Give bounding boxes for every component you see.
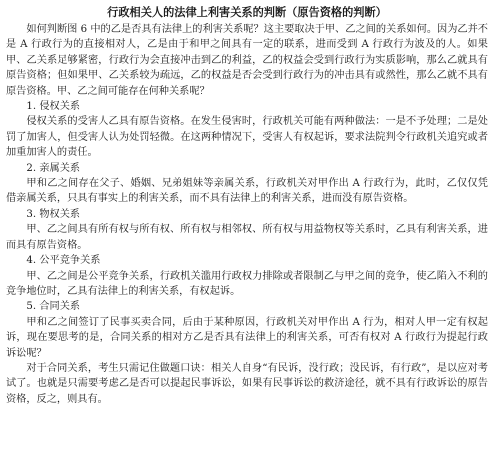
section-tort: [6, 99, 488, 161]
section-paragraph: 甲、乙之间具有所有权与所有权、所有权与相邻权、所有权与用益物权等关系时，乙具有利害关系，进而具有原告资格。: [6, 224, 488, 251]
section-contract: [6, 299, 488, 407]
section-paragraph: 侵权关系的受害人乙具有原告资格。在发生侵害时，行政机关可能有两种做法：一是不予处理；二是处罚了加害人，但受害人认为处罚轻微。在这两种情况下，受害人有权起诉，要求法院判令行政机关追究或者加重加害人的责任。: [6, 116, 488, 159]
section-paragraph: 对于合同关系，考生只需记住做题口诀：相关人自身“有民诉，没行政；没民诉，有行政”，是以应对考试了。也就是只需要考虑乙是否可以提起民事诉讼，如果有民事诉讼的救济途径，就不具有行政诉讼的原告资格，反之，则具有。: [6, 362, 488, 405]
section-competition: [6, 253, 488, 299]
section-kinship: [6, 161, 488, 207]
section-paragraph: 甲和乙之间存在父子、婚姻、兄弟姐妹等亲属关系，行政机关对甲作出 A 行政行为，此时，乙仅仅凭借亲属关系，只具有事实上的利害关系，而不具有法律上的利害关系，进而没有原告资格。: [6, 178, 488, 205]
section-heading: 3. 物权关系: [26, 208, 81, 220]
intro-paragraph: 如何判断图 6 中的乙是否具有法律上的利害关系呢？这主要取决于甲、乙之间的关系如何。因为乙并不是 A 行政行为的直接相对人，乙是由于和甲之间具有一定的联系，进而受到 A 行政行为波及的人。如果甲、乙关系足够紧密，行政行为会直接冲击到乙的利益，乙的权益会受到行政行为实质影响，那么乙就具有原告资格；但如果甲、乙关系较为疏远，乙的权益是否会受到行政行为的冲击具有或然性，那么乙就不具有原告资格。甲、乙之间可能存在何种关系呢？: [6, 24, 488, 97]
section-paragraph: 甲、乙之间是公平竞争关系，行政机关滥用行政权力排除或者限制乙与甲之间的竞争，使乙陷入不利的竞争地位时，乙具有法律上的利害关系，有权起诉。: [6, 270, 488, 297]
section-property: [6, 207, 488, 253]
section-heading: 1. 侵权关系: [26, 101, 81, 113]
section-heading: 5. 合同关系: [26, 301, 81, 313]
section-paragraph: 甲和乙之间签订了民事买卖合同，后由于某种原因，行政机关对甲作出 A 行为，相对人甲一定有权起诉，现在要思考的是，合同关系的相对方乙是否具有法律上的利害关系，可否有权对 A 行政行为提起行政诉讼呢？: [6, 316, 488, 359]
document-title: 行政相关人的法律上利害关系的判断（原告资格的判断）: [107, 6, 387, 19]
section-heading: 4. 公平竞争关系: [26, 255, 101, 267]
section-heading: 2. 亲属关系: [26, 162, 81, 174]
